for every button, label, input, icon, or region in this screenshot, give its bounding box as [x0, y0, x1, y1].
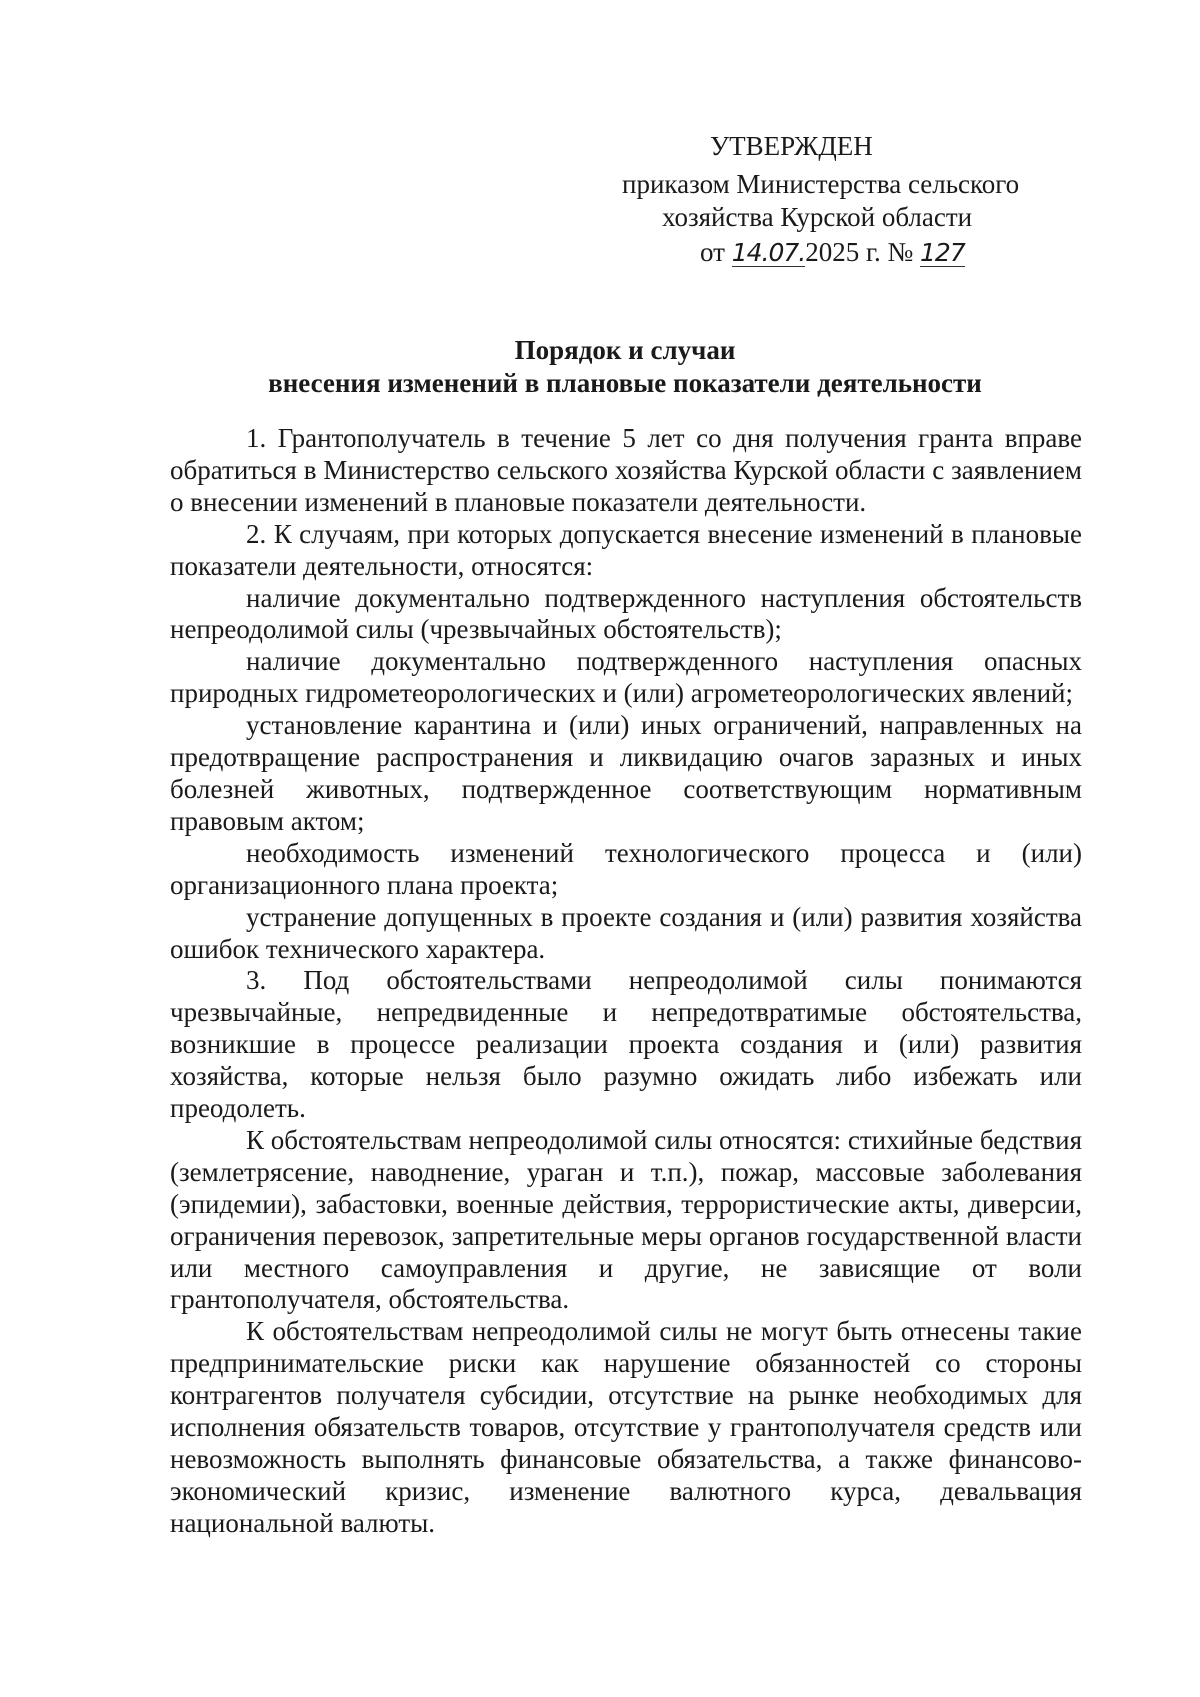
approval-date-line [700, 236, 965, 269]
paragraph-excluded-risks: К обстоятельствам непреодолимой силы не могут быть отнесены такие предпринимательские риски как нарушение обязанностей со стороны контрагентов получателя субсидии, отсутствие на рынке необходимых для исполнения обязательств товаров, отсутствие у грантополучателя средств или невозможность выполнять финансовые обязательства, а также финансово-экономический кризис, изменение валютного курса, девальвация национальной валюты. [170, 1316, 1082, 1538]
approval-title: УТВЕРЖДЕН [710, 131, 873, 161]
approval-ministry-line: хозяйства Курской области [662, 202, 973, 232]
date-year: 2025 г. № [805, 237, 921, 267]
title-line-2: внесения изменений в плановые показатели деятельности [268, 368, 982, 398]
paragraph-3: 3. Под обстоятельствами непреодолимой силы понимаются чрезвычайные, непредвиденные и непредотвратимые обстоятельства, возникшие в процессе реализации проекта создания и (или) развития хозяйства, которые нельзя было разумно ожидать либо избежать или преодолеть. [170, 965, 1082, 1124]
document-title [160, 334, 1090, 400]
paragraph-force-majeure-list: К обстоятельствам непреодолимой силы относятся: стихийные бедствия (землетрясение, наводнение, ураган и т.п.), пожар, массовые заболевания (эпидемии), забастовки, военные действия, террористические акты, диверсии, ограничения перевозок, запретительные меры органов государственной власти или местного самоуправления и другие, не зависящие от воли грантополучателя, обстоятельства. [170, 1124, 1082, 1315]
paragraph-2: 2. К случаям, при которых допускается внесение изменений в плановые показатели деятельности, относятся: [170, 518, 1082, 581]
case-quarantine: установление карантина и (или) иных ограничений, направленных на предотвращение распространения и ликвидацию очагов заразных и иных болезней животных, подтвержденное соответствующим нормативным правовым актом; [170, 710, 1082, 836]
handwritten-date: 14.07. [731, 238, 806, 267]
paragraph-1: 1. Грантополучатель в течение 5 лет со дня получения гранта вправе обратиться в Министерство сельского хозяйства Курской области с заявлением о внесении изменений в плановые показатели деятельности. [170, 423, 1082, 517]
case-force-majeure: наличие документально подтвержденного наступления обстоятельств непреодолимой силы (чрезвычайных обстоятельств); [170, 582, 1082, 645]
title-line-1: Порядок и случаи [514, 335, 736, 365]
document-body [170, 423, 1082, 1540]
handwritten-number: 127 [920, 238, 965, 267]
case-technical-errors: устранение допущенных в проекте создания и (или) развития хозяйства ошибок технического характера. [170, 901, 1082, 964]
approval-order-line: приказом Министерства сельского [622, 169, 1020, 199]
case-weather-phenomena: наличие документально подтвержденного наступления опасных природных гидрометеорологических и (или) агрометеорологических явлений; [170, 646, 1082, 709]
date-prefix: от [700, 237, 732, 267]
case-technology-change: необходимость изменений технологического процесса и (или) организационного плана проекта; [170, 837, 1082, 900]
